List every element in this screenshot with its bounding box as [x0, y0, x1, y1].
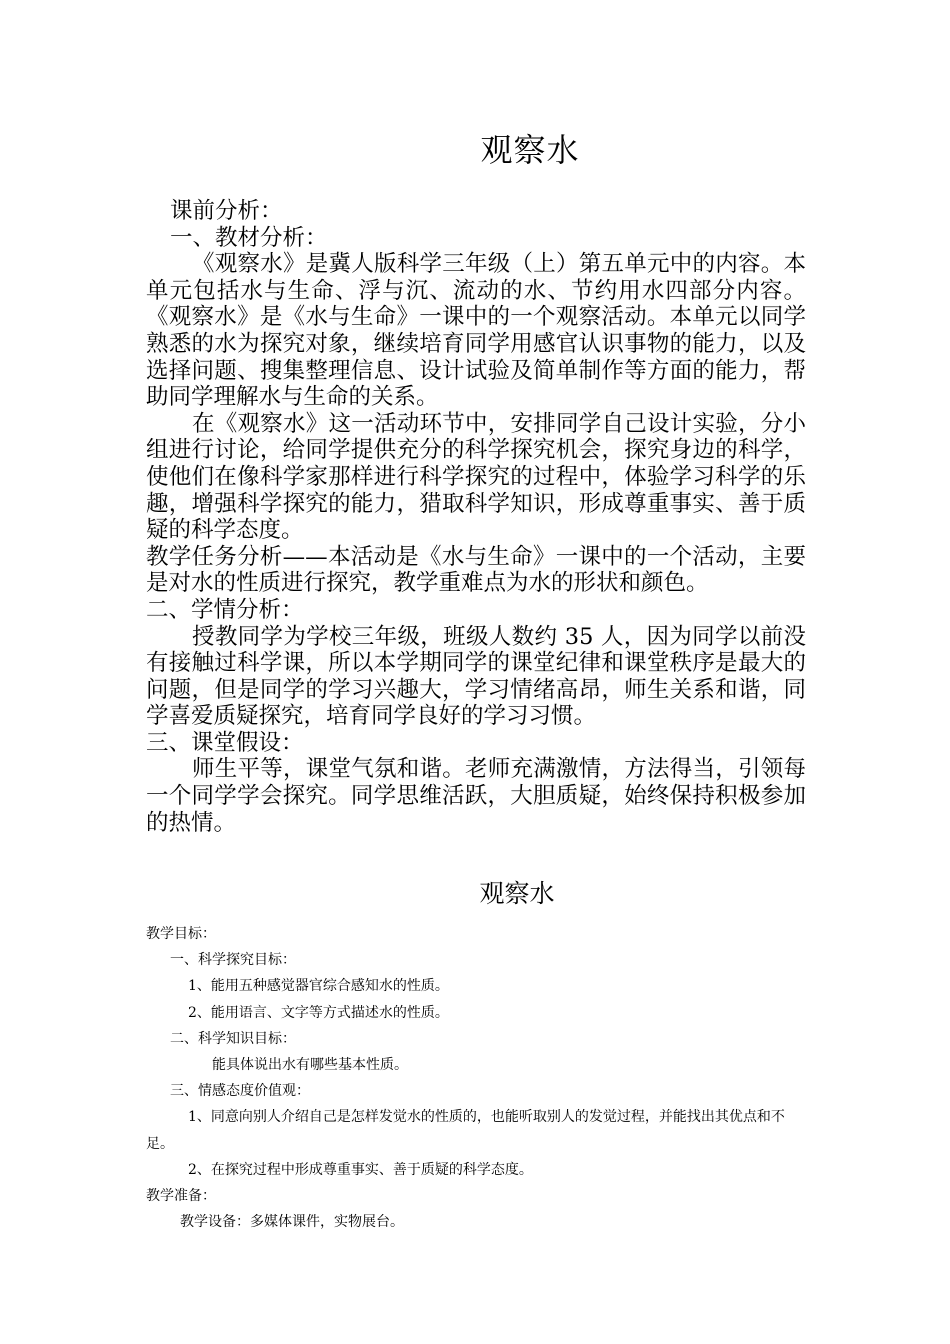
lesson-plan-title: 观察水 — [479, 879, 555, 908]
attitude-goal-heading: 三、情感态度价值观： — [170, 1083, 310, 1100]
inquiry-goal-item-1: 1、能用五种感觉器官综合感知水的性质。 — [188, 978, 449, 995]
student-analysis-heading: 二、学情分析： — [146, 596, 304, 623]
materials-paragraph-2: 在《观察水》这一活动环节中，安排同学自己设计实验，分小组进行讨论，给同学提供充分的科学探究机会，探究身边的科学，使他们在像科学家那样进行科学探究的过程中，体验学习科学的乐趣，增强科学探究的能力，猎取科学知识，形成尊重事实、善于质疑的科学态度。 — [146, 410, 806, 544]
teaching-equipment-line: 教学设备：多媒体课件，实物展台。 — [180, 1214, 404, 1231]
inquiry-goal-item-2: 2、能用语言、文字等方式描述水的性质。 — [188, 1004, 449, 1021]
teaching-prep-heading: 教学准备： — [146, 1188, 216, 1205]
lesson-plan-section — [146, 921, 808, 1235]
knowledge-goal-item-1: 能具体说出水有哪些基本性质。 — [212, 1057, 408, 1074]
pre-analysis-heading: 课前分析： — [170, 198, 283, 224]
attitude-goal-item-1: 1、同意向别人介绍自己是怎样发觉水的性质的，也能听取别人的发觉过程，并能找出其优点和不足。 — [146, 1109, 785, 1152]
page-title: 观察水 — [480, 131, 580, 169]
student-analysis-paragraph: 授教同学为学校三年级，班级人数约 35 人，因为同学以前没有接触过科学课，所以本学期同学的课堂纪律和课堂秩序是最大的问题，但是同学的学习兴趣大，学习情绪高昂，师生关系和谐，同学喜爱质疑探究，培育同学良好的学习习惯。 — [146, 623, 806, 730]
classroom-hypothesis-heading: 三、课堂假设： — [146, 729, 304, 756]
materials-analysis-heading: 一、教材分析： — [170, 224, 328, 251]
inquiry-goal-heading: 一、科学探究目标： — [170, 952, 296, 969]
teaching-goals-heading: 教学目标： — [146, 926, 216, 942]
task-analysis-paragraph: 教学任务分析——本活动是《水与生命》一课中的一个活动，主要是对水的性质进行探究，教学重难点为水的形状和颜色。 — [146, 543, 806, 597]
knowledge-goal-heading: 二、科学知识目标： — [170, 1030, 296, 1047]
materials-paragraph-1: 《观察水》是冀人版科学三年级（上）第五单元中的内容。本单元包括水与生命、浮与沉、流动的水、节约用水四部分内容。《观察水》是《水与生命》一课中的一个观察活动。本单元以同学熟悉的水为探究对象，继续培育同学用感官认识事物的能力，以及选择问题、搜集整理信息、设计试验及简单制作等方面的能力，帮助同学理解水与生命的关系。 — [146, 251, 806, 411]
pre-class-analysis-section — [146, 198, 806, 836]
classroom-hypothesis-paragraph: 师生平等，课堂气氛和谐。老师充满激情，方法得当，引领每一个同学学会探究。同学思维活跃，大胆质疑，始终保持积极参加的热情。 — [146, 756, 806, 836]
attitude-goal-item-2: 2、在探究过程中形成尊重事实、善于质疑的科学态度。 — [188, 1161, 533, 1178]
